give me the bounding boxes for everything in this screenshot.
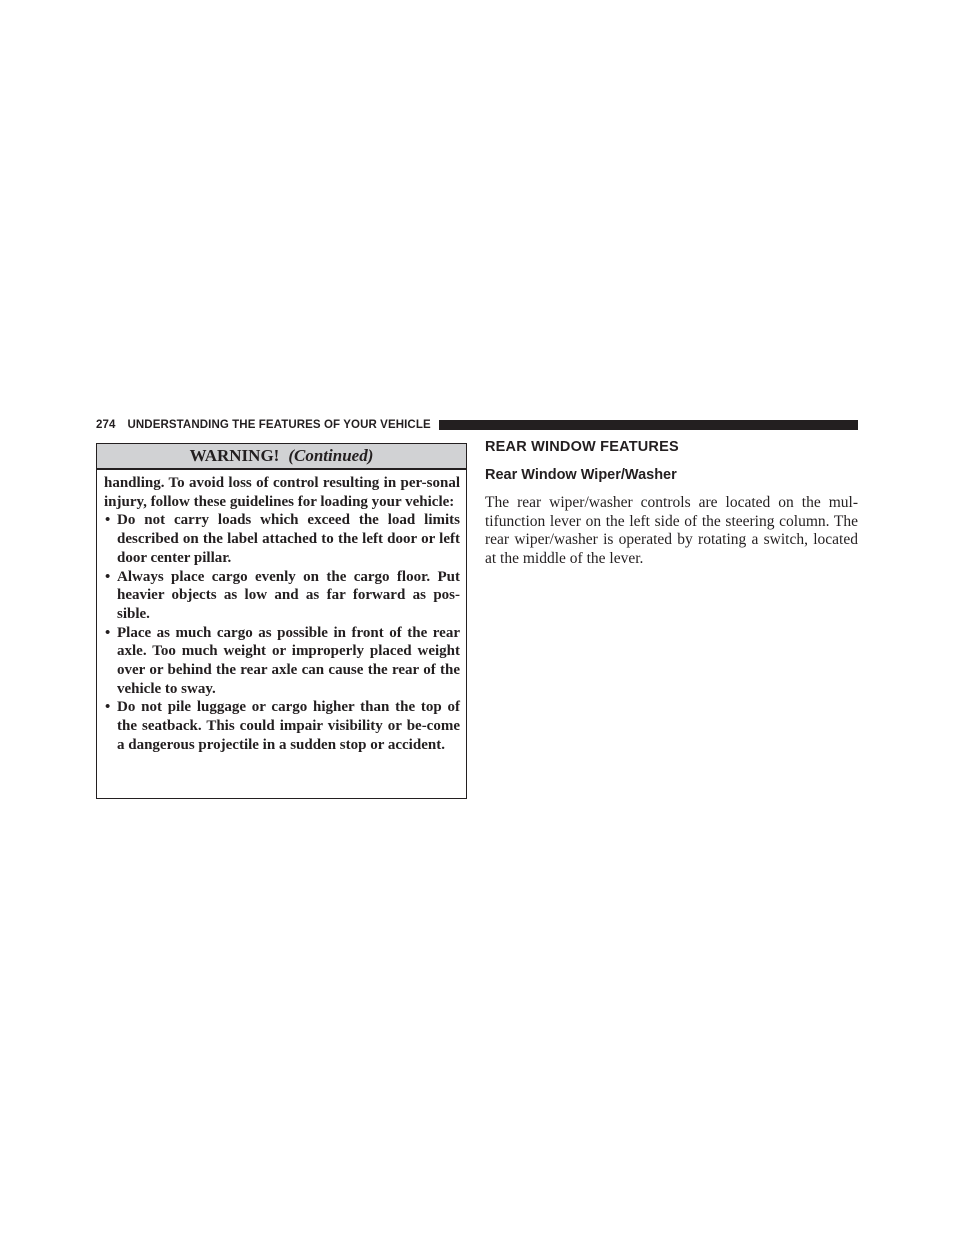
warning-bullet-item: [104, 698, 460, 754]
warning-continued-label: (Continued): [288, 446, 374, 465]
warning-bullet-text: Place as much cargo as possible in front of the rear axle. Too much weight or improperly placed weight over or behind the rear axle can cause the rear of the vehicle to sway.: [117, 624, 460, 697]
bullet-icon: •: [105, 699, 111, 716]
running-header: [96, 417, 858, 433]
warning-bullet-item: [104, 624, 460, 699]
warning-intro: handling. To avoid loss of control resulting in per-sonal injury, follow these guidelines for loading your vehicle:: [104, 475, 460, 510]
body-paragraph: The rear wiper/washer controls are located on the mul-tifunction lever on the left side of the steering column. The rear wiper/washer is operated by rotating a switch, located at the middle of the lever.: [485, 494, 858, 567]
warning-bullet-item: [104, 568, 460, 624]
page-number: 274: [96, 419, 116, 431]
warning-bullet-text: Do not pile luggage or cargo higher than the top of the seatback. This could impair visibility or be-come a dangerous projectile in a sudden stop or accident.: [117, 699, 460, 753]
warning-bullet-text: Always place cargo evenly on the cargo floor. Put heavier objects as low and as far forward as pos-sible.: [117, 568, 460, 622]
bullet-icon: •: [105, 624, 111, 641]
bullet-icon: •: [105, 512, 111, 529]
bullet-icon: •: [105, 568, 111, 585]
subsection-heading: Rear Window Wiper/Washer: [485, 467, 677, 483]
warning-box: [96, 443, 467, 799]
section-heading: REAR WINDOW FEATURES: [485, 439, 679, 455]
running-section-title: UNDERSTANDING THE FEATURES OF YOUR VEHICLE: [127, 419, 431, 431]
warning-bullet-item: [104, 511, 460, 567]
header-rule-bar: [439, 420, 858, 430]
warning-header: [97, 444, 466, 470]
rear-window-section: [485, 438, 858, 568]
warning-label: WARNING!: [189, 446, 280, 465]
warning-bullet-list: [104, 511, 460, 754]
warning-body: [97, 470, 466, 755]
warning-bullet-text: Do not carry loads which exceed the load limits described on the label attached to the left door or left door center pillar.: [117, 512, 460, 566]
